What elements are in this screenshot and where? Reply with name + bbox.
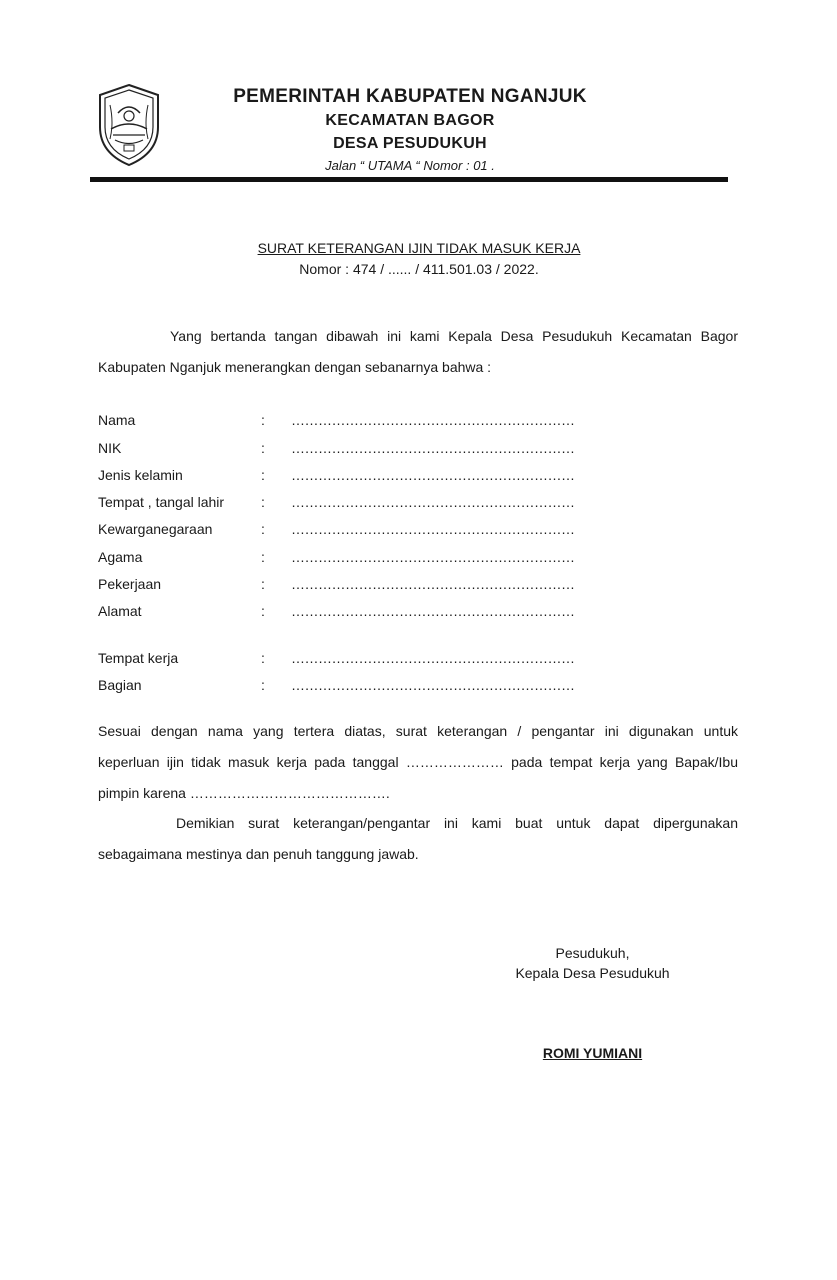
header-divider <box>90 177 728 182</box>
closing-line-2: sebagaimana mestinya dan penuh tanggung jawab. <box>98 846 419 862</box>
field-label: Agama <box>98 549 143 565</box>
field-label: Bagian <box>98 677 142 693</box>
field-blank: ……………………………………………………… <box>291 412 575 428</box>
field-colon: : <box>261 677 265 693</box>
field-blank: ……………………………………………………… <box>291 467 575 483</box>
signature-name: ROMI YUMIANI <box>542 1045 643 1061</box>
field-colon: : <box>261 494 265 510</box>
field-blank: ……………………………………………………… <box>291 494 575 510</box>
header-government: PEMERINTAH KABUPATEN NGANJUK <box>233 86 587 107</box>
field-blank: ……………………………………………………… <box>291 603 575 619</box>
intro-line-2: Kabupaten Nganjuk menerangkan dengan sebanarnya bahwa : <box>98 359 492 375</box>
field-blank: ……………………………………………………… <box>291 576 575 592</box>
field-colon: : <box>261 650 265 666</box>
field-label: Kewarganegaraan <box>98 521 213 537</box>
field-blank: ……………………………………………………… <box>291 549 575 565</box>
body-line-2: keperluan ijin tidak masuk kerja pada tanggal ………………… pada tempat kerja yang Bapak/Ibu <box>98 754 738 770</box>
intro-line-1: Yang bertanda tangan dibawah ini kami Kepala Desa Pesudukuh Kecamatan Bagor <box>170 328 738 344</box>
field-label: Jenis kelamin <box>98 467 183 483</box>
field-blank: ……………………………………………………… <box>291 521 575 537</box>
letter-number: Nomor : 474 / ...... / 411.501.03 / 2022. <box>299 261 539 277</box>
header-district: KECAMATAN BAGOR <box>325 112 495 129</box>
regency-emblem-icon <box>96 83 162 167</box>
field-label: NIK <box>98 440 122 456</box>
field-colon: : <box>261 521 265 537</box>
field-blank: ……………………………………………………… <box>291 440 575 456</box>
header-village: DESA PESUDUKUH <box>333 135 487 152</box>
letter-title: SURAT KETERANGAN IJIN TIDAK MASUK KERJA <box>257 240 581 256</box>
field-colon: : <box>261 576 265 592</box>
field-label: Tempat kerja <box>98 650 179 666</box>
field-colon: : <box>261 603 265 619</box>
body-line-1: Sesuai dengan nama yang tertera diatas, surat keterangan / pengantar ini digunakan untuk <box>98 723 738 739</box>
header-address: Jalan “ UTAMA “ Nomor : 01 . <box>325 158 495 173</box>
signature-position: Kepala Desa Pesudukuh <box>515 965 670 981</box>
field-label: Pekerjaan <box>98 576 162 592</box>
field-colon: : <box>261 549 265 565</box>
field-label: Alamat <box>98 603 142 619</box>
field-colon: : <box>261 412 265 428</box>
field-label: Tempat , tangal lahir <box>98 494 225 510</box>
signature-place: Pesudukuh, <box>555 945 630 961</box>
field-label: Nama <box>98 412 136 428</box>
field-colon: : <box>261 440 265 456</box>
field-blank: ……………………………………………………… <box>291 650 575 666</box>
field-blank: ……………………………………………………… <box>291 677 575 693</box>
closing-line-1: Demikian surat keterangan/pengantar ini kami buat untuk dapat dipergunakan <box>176 815 738 831</box>
field-colon: : <box>261 467 265 483</box>
body-line-3: pimpin karena ……………………………………. <box>98 785 390 801</box>
